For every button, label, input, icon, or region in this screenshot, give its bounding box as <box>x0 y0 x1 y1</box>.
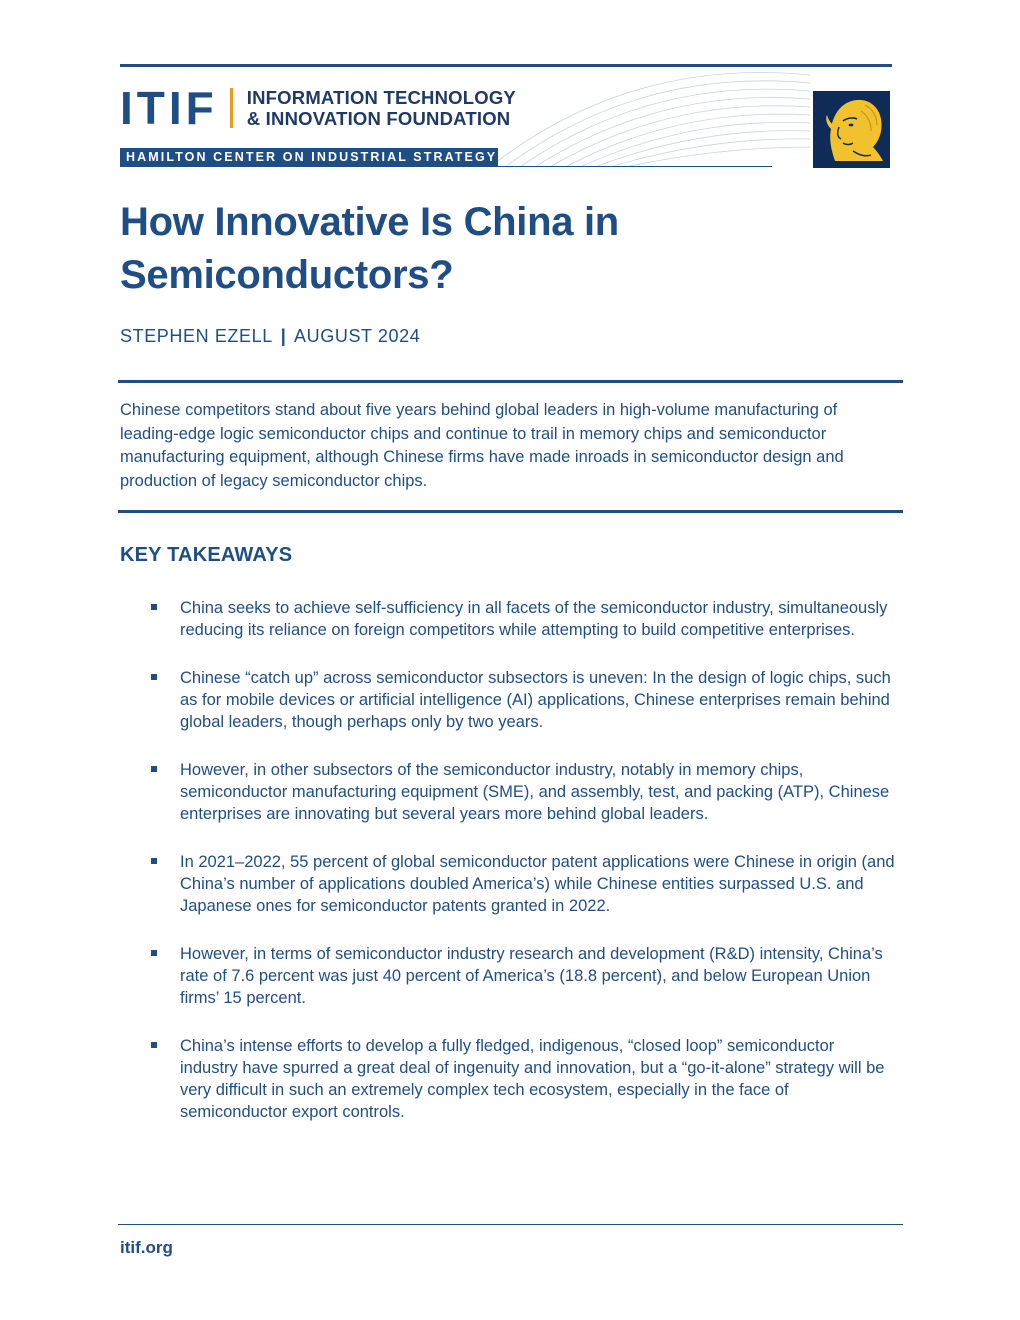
key-takeaways-list <box>150 597 895 1149</box>
website-link[interactable]: itif.org <box>120 1238 173 1257</box>
list-item <box>150 667 895 733</box>
square-bullet-icon <box>151 950 157 956</box>
byline <box>120 326 420 347</box>
list-item <box>150 943 895 1009</box>
hamilton-portrait-icon <box>813 91 890 168</box>
list-item <box>150 759 895 825</box>
takeaway-text: China’s intense efforts to develop a fully fledged, indigenous, “closed loop” semiconductor industry have spurred a great deal of ingenuity and innovation, but a “go-it-alone” strategy will be very difficult in such an extremely complex tech ecosystem, especially in the face of semiconductor export controls. <box>180 1037 885 1121</box>
summary-top-rule <box>118 380 903 383</box>
summary-bottom-rule <box>118 510 903 513</box>
decorative-arcs <box>470 67 810 167</box>
organization-name-line1: INFORMATION TECHNOLOGY <box>246 87 516 108</box>
takeaway-text: China seeks to achieve self-sufficiency in all facets of the semiconductor industry, simultaneously reducing its reliance on foreign competitors while attempting to build competitive enterprises. <box>180 599 888 639</box>
report-summary: Chinese competitors stand about five years behind global leaders in high-volume manufacturing of leading-edge logic semiconductor chips and continue to trail in memory chips and semiconductor manufacturing equipment, although Chinese firms have made inroads in semiconductor design and production of legacy semiconductor chips. <box>120 401 844 490</box>
banner-underline <box>498 166 772 167</box>
logo-mark: ITIF <box>120 82 218 134</box>
organization-name-line2: & INNOVATION FOUNDATION <box>246 108 511 129</box>
takeaway-text: However, in other subsectors of the semiconductor industry, notably in memory chips, semiconductor manufacturing equipment (SME), and assembly, test, and packing (ATP), Chinese enterprises are innovating but several years more behind global leaders. <box>180 761 890 823</box>
logo-divider <box>230 88 233 128</box>
report-title: How Innovative Is China in Semiconductors? <box>120 200 619 297</box>
takeaway-text: However, in terms of semiconductor industry research and development (R&D) intensity, China’s rate of 7.6 percent was just 40 percent of America’s (18.8 percent), and below European Union firms’ 15 percent. <box>180 945 883 1007</box>
author-name: STEPHEN EZELL <box>120 326 273 346</box>
takeaway-text: Chinese “catch up” across semiconductor subsectors is uneven: In the design of logic chips, such as for mobile devices or artificial intelligence (AI) applications, Chinese enterprises remain behind global leaders, though perhaps only by two years. <box>180 669 891 731</box>
list-item <box>150 597 895 641</box>
byline-separator: | <box>280 326 287 346</box>
list-item <box>150 851 895 917</box>
itif-logo <box>120 84 516 132</box>
square-bullet-icon <box>151 858 157 864</box>
footer-rule <box>118 1224 903 1225</box>
square-bullet-icon <box>151 766 157 772</box>
square-bullet-icon <box>151 674 157 680</box>
organization-name <box>247 87 516 129</box>
square-bullet-icon <box>151 1042 157 1048</box>
publication-date: AUGUST 2024 <box>294 326 421 346</box>
square-bullet-icon <box>151 604 157 610</box>
takeaway-text: In 2021–2022, 55 percent of global semiconductor patent applications were Chinese in origin (and China’s number of applications doubled America’s) while Chinese entities surpassed U.S. and Japanese ones for semiconductor patents granted in 2022. <box>180 853 895 915</box>
key-takeaways-heading: KEY TAKEAWAYS <box>120 544 293 566</box>
center-name-banner: HAMILTON CENTER ON INDUSTRIAL STRATEGY <box>120 148 498 167</box>
list-item <box>150 1035 895 1123</box>
